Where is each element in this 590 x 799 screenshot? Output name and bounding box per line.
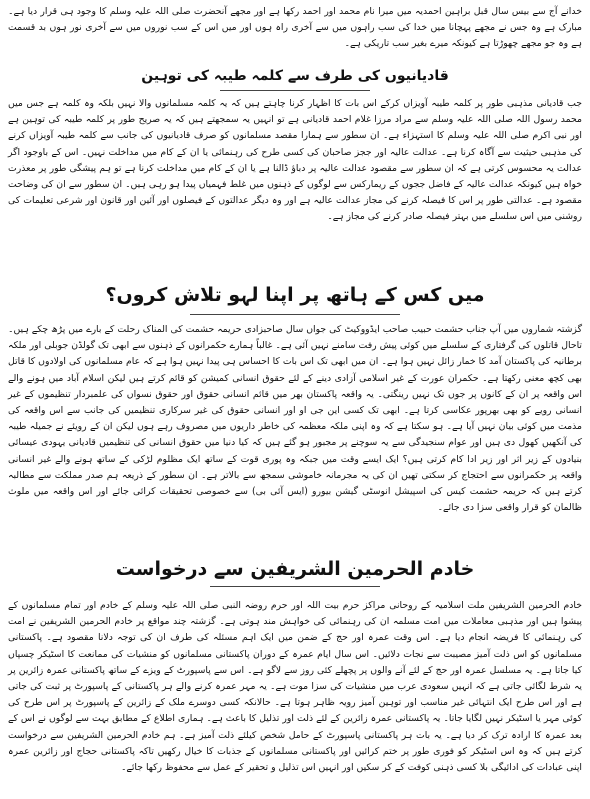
heading-underline-3 [210,586,380,587]
heading-search-blood: میں کس کے ہاتھ پر اپنا لہو تلاش کروں؟ [105,284,485,306]
hareema-paragraph: گزشتہ شماروں میں آپ جناب حشمت حبیب صاحب ایڈووکیٹ کی جواں سال صاحبزادی حریمہ حشمت کی المناک رحلت کے بارے میں پڑھ چکے ہیں۔ تاحال قاتلوں کی گرفتاری کے سلسلے میں کوئی پیش رفت سامنے نہیں آئی ہے۔ غالباً ہمارے حکمرانوں کے ذہنوں سے ابھی تک گولڈن جوبلی اور ملکہ برطانیہ کی پاکستان آمد کا خمار زائل نہیں ہوا ہے۔ ان میں ابھی تک اس بات کا احساس ہی پیدا نہیں ہوا ہے کہ عام مسلمانوں کی اولادوں کا قاتل بھی کچھ معنی رکھتا ہے۔ حکمران عورت کے غیر اسلامی آزادی دینے کے لئے حقوق انسانی کمیشن کو قائم کرتے ہیں لیکن اسلام آباد میں ہونے والے اس واقعہ پر ان کے کانوں پر جوں تک نہیں رینگتی۔ یہ واقعہ پاکستان بھر میں قائم انسانی حقوق اور حقوق نسواں کی علمبردار تنظیموں کے غیر انسانی رویے کو بھی بھرپور عکاسی کرتا ہے۔ ابھی تک کسی این جی او اور انسانی حقوق کی غیر سرکاری تنظیمیں کی جانب سے اس واقعہ کی مذمت میں کوئی بیان نہیں آیا ہے۔ ہو سکتا ہے کہ وہ اپنی ملکہ معظمہ کی خاطر داریوں میں مصروف رہے ہوں لیکن ان کے رویئے نے جمیلہ طیبہ کی آنکھیں کھول دی ہیں اور عوام سنجیدگی سے یہ سوچنے پر مجبور ہو گئے ہیں کہ کیا دنیا میں حقوق انسانی کی تنظیمیں قادیانی یہودی عیسائی بنیادوں کے زیر اثر اور زیر ادا کام کرتی ہیں؟ ایک ایسے وقت میں جبکہ وہ پوری قوت کے ساتھ ایک مظلوم لڑکی کے ساتھ ہونے والے غیر انسانی واقعہ پر حکمرانوں سے احتجاج کر سکتی تھیں ان کی یہ مجرمانہ خاموشی سمجھ سے بالاتر ہے۔ ان سطور کے ذریعہ ہم صدر مملکت سے مطالبہ کرتے ہیں کہ حریمہ حشمت کیس کی اسپیشل انوسٹی گیشن بیورو (ایس آئی بی) سے خصوصی تحقیقات کرائی جائے اور اس واقعہ میں ملوث ظالمان کو قرار واقعی سزا دی جائے۔ [8,324,582,514]
heading-request-custodian: خادم الحرمین الشریفین سے درخواست [115,558,475,580]
heading-underline-2 [190,314,400,315]
intro-paragraph: خدانے آج سے بیس سال قبل براہین احمدیہ میں میرا نام محمد اور احمد رکھا ہے اور مجھے آنحضرت صلی اللہ علیہ وسلم کا وجود ہی قرار دیا ہے۔ مبارک ہے وہ جس نے مجھے پہچانا میں خدا کی سب راہوں میں سے آخری راہ ہوں اور میں اس کے سب نوروں میں سے آخری نور ہوں بد قسمت ہے وہ جو مجھے چھوڑتا ہے کیونکہ میرے بغیر سب تاریکی ہے۔ [8,6,582,50]
umrah-paragraph: خادم الحرمین الشریفین ملت اسلامیہ کے روحانی مراکز حرم بیت اللہ اور حرم روضہ النبی صلی اللہ علیہ وسلم کے خادم اور تمام مسلمانوں کے پیشوا ہیں اور مذہبی معاملات میں امت مسلمہ ان کی رہنمائی کی خواہش مند ہوتی ہے۔ گزشتہ چند مواقع پر خادم الحرمین الشریفین نے امت کی رہنمائی کا فریضہ انجام دیا ہے۔ اس وقت عمرہ اور حج کے ضمن میں ایک اہم مسئلہ کی طرف ان کی توجہ دلانا مقصود ہے۔ پاکستانی مسلمانوں کو اس ذلت آمیز مصیبت سے نجات دلائیں۔ اس سال ایام عمرہ کے دوران پاکستانی مسلمانوں کو منشیات کی ممانعت کا اسٹیکر چسپاں کیا جاتا ہے۔ یہ مسلسل عمرہ اور حج کے لئے آنے والوں پر پچھلے کئی روز سے لاگو ہے۔ اس سے پاسپورٹ کے ویزے کے ساتھ پاکستانی عمرہ زائرین پر یہ شرط لگائی جاتی ہے کہ انہیں سعودی عرب میں منشیات کی سزا موت ہے۔ یہ مہر عمرہ کرنے والے ہر پاکستانی کے پاسپورٹ پر ثبت کی جاتی ہے اور اس طرح ایک انتہائی غیر مناسب اور توہین آمیز رویہ ظاہر ہوتا ہے۔ حالانکہ کسی دوسرے ملک کے زائرین کے پاسپورٹ پر اس طرح کی کوئی مہر یا اسٹیکر نہیں لگایا جاتا۔ یہ پاکستانی عمرہ زائرین کے لئے ذلت اور تذلیل کا باعث ہے۔ ہماری اطلاع کے مطابق بہت سے لوگوں نے اس کے بعد عمرہ کا ارادہ ترک کر دیا ہے۔ یہ بات ہر پاکستانی پاسپورٹ کے حامل شخص کیلئے ذلت آمیز ہے۔ ہم خادم الحرمین الشریفین سے درخواست کرتے ہیں کہ وہ اس اسٹیکر کو فوری طور پر ختم کرائیں اور پاکستانی مسلمانوں کے جذبات کا خیال رکھیں تاکہ پاکستانی حجاج اور زائرین عمرہ اپنی عبادات کی ادائیگی بلا کسی ذہنی کوفت کے کر سکیں اور انہیں اس تذلیل و تحقیر کے عمل سے محفوظ رکھا جائے۔ [8,600,582,774]
heading-kalima-desecration: قادیانیوں کی طرف سے کلمہ طیبہ کی توہین [141,68,449,84]
kalima-paragraph: جب قادیانی مذہبی طور پر کلمہ طیبہ آویزاں کرکے اس بات کا اظہار کرنا چاہتے ہیں کہ یہ کلمہ مسلمانوں والا نہیں بلکہ وہ کلمہ ہے جس میں محمد رسول اللہ صلی اللہ علیہ وسلم سے مراد مرزا غلام احمد قادیانی ہے تو انہیں یہ سمجھتے ہیں کہ یہ صریح طور پر کلمہ طیبہ کی توہین ہے اور نبی اکرم صلی اللہ علیہ وسلم کا استہزاء ہے۔ ان سطور سے ہمارا مقصد مسلمانوں کو صرف قادیانیوں کی جانب سے کلمہ طیبہ آویزاں کرنے کی مذہبی حیثیت سے آگاہ کرنا ہے۔ عدالت عالیہ اور ججز صاحبان کی کسی طرح کی رہنمائی یا ان کے کام میں مداخلت نہیں۔ اس کے باوجود اگر عدالت یہ محسوس کرتی ہے کہ ان سطور سے مقصود عدالت عالیہ پر دباؤ ڈالنا ہے یا ان کے کام میں مداخلت کرنا ہے تو ہم پیشگی طور پر معذرت خواہ ہیں کیونکہ عدالت عالیہ کے فاضل ججوں کے ریمارکس سے لوگوں کے ذہنوں میں غلط فہمیاں پیدا ہو رہی ہیں۔ ان سطور سے ان کی وضاحت مقصود ہے۔ عدالتی طور پر اس کا فیصلہ کرنے کی مجاز عدالت عالیہ ہے اور وہ دیگر عدالتوں کے فیصلوں اور آئین اور قانون اور شرعی تعلیمات کی روشنی میں اس سلسلے میں بہتر فیصلہ صادر کرنے کی مجاز ہے۔ [8,98,582,223]
heading-underline [220,90,370,91]
